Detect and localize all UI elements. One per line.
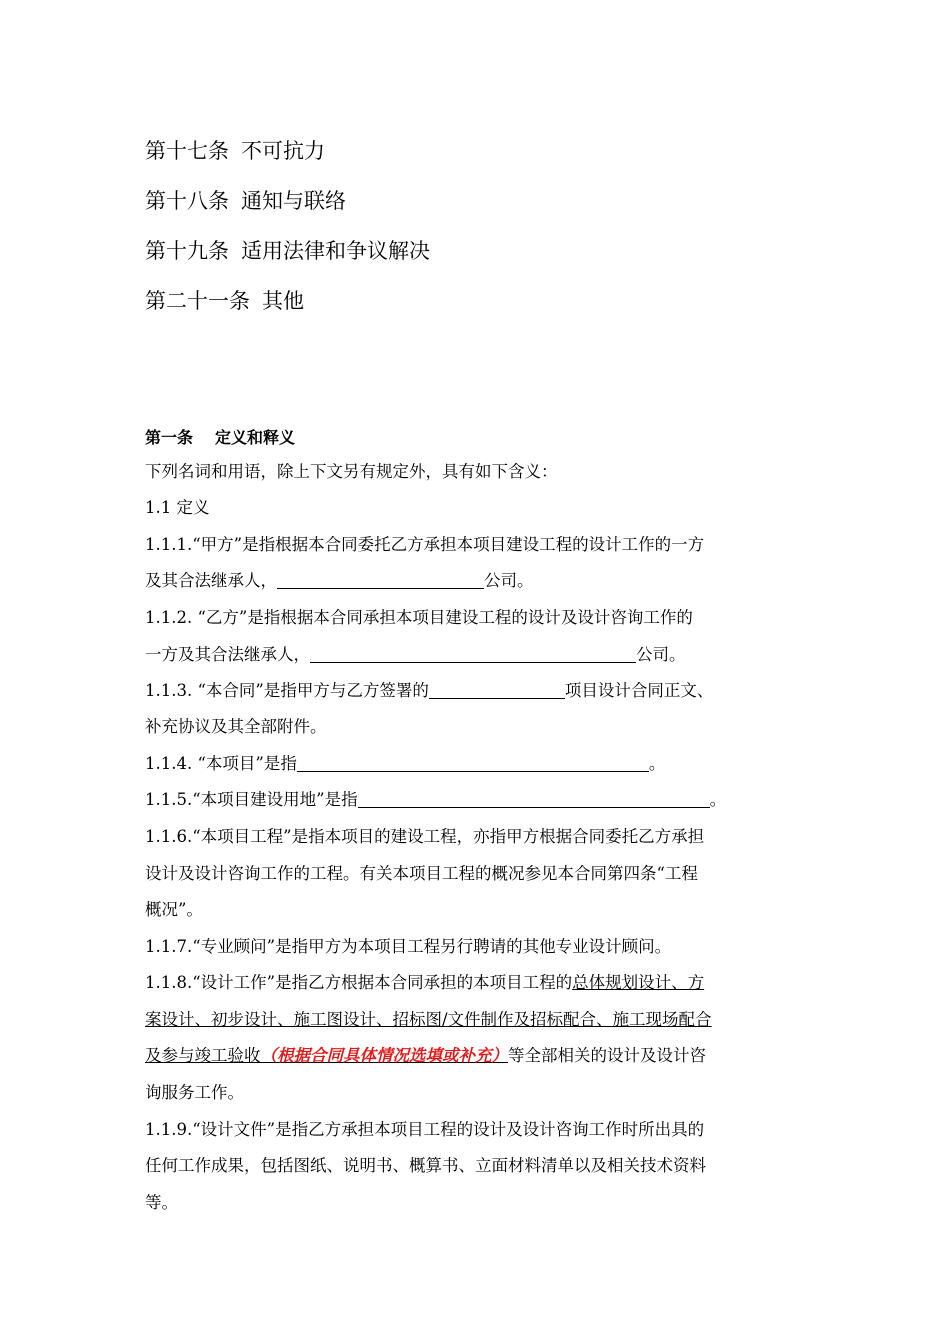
toc-number: 第十九条 <box>145 239 229 263</box>
definition-line <box>145 637 810 673</box>
definition-line <box>145 563 810 599</box>
definition-text: 公司。 <box>636 645 686 664</box>
article-heading <box>145 424 295 452</box>
definition-text: 公司。 <box>484 571 534 590</box>
article-number: 第一条 <box>145 428 194 447</box>
definition-line <box>145 746 810 782</box>
definition-text: 。 <box>648 754 666 773</box>
toc-title: 不可抗力 <box>241 139 325 163</box>
fill-blank <box>310 640 636 663</box>
definition-line: 询服务工作。 <box>145 1083 244 1102</box>
underlined-text: 总体规划设计、方 <box>572 973 705 992</box>
fill-blank <box>297 749 649 772</box>
definition-line: 设计及设计咨询工作的工程。有关本项目工程的概况参见本合同第四条“工程 <box>145 864 698 883</box>
definition-text: 项目设计合同正文、 <box>564 681 714 700</box>
definition-line <box>145 965 810 1001</box>
toc-item <box>145 236 430 266</box>
intro-line: 下列名词和用语，除上下文另有规定外，具有如下含义： <box>145 462 558 481</box>
fill-blank <box>358 785 710 808</box>
definition-line: 1.1.9.“设计文件”是指乙方承担本项目工程的设计及设计咨询工作时所出具的 <box>145 1120 705 1139</box>
definition-text: 一方及其合法继承人， <box>145 645 310 664</box>
definition-line <box>145 673 810 709</box>
definition-text: 1.1.3. “本合同”是指甲方与乙方签署的 <box>145 681 429 700</box>
toc-number: 第十七条 <box>145 139 229 163</box>
definition-line: 补充协议及其全部附件。 <box>145 717 327 736</box>
definition-text: 1.1.4. “本项目”是指 <box>145 754 297 773</box>
definition-text: 等全部相关的设计及设计咨 <box>508 1046 706 1065</box>
definition-text: 及其合法继承人， <box>145 571 277 590</box>
toc-number: 第十八条 <box>145 189 229 213</box>
definition-line: 任何工作成果，包括图纸、说明书、概算书、立面材料清单以及相关技术资料 <box>145 1156 706 1175</box>
underlined-text: 案设计、初步设计、施工图设计、招标图/文件制作及招标配合、施工现场配合 <box>145 1010 712 1029</box>
section-heading: 1.1 定义 <box>145 498 210 517</box>
toc-item <box>145 186 346 216</box>
toc-number: 第二十一条 <box>145 289 250 313</box>
definition-line: 1.1.2. “乙方”是指根据本合同承担本项目建设工程的设计及设计咨询工作的 <box>145 608 693 627</box>
definition-text: 1.1.8.“设计工作”是指乙方根据本合同承担的本项目工程的 <box>145 973 573 992</box>
definition-line: 概况”。 <box>145 900 203 919</box>
fill-instruction-note: （根据合同具体情况选填或补充） <box>260 1046 508 1065</box>
article-title: 定义和释义 <box>215 428 296 447</box>
definition-text: 。 <box>709 790 727 809</box>
underlined-text: 及参与竣工验收 <box>145 1046 261 1065</box>
definition-line: 1.1.6.“本项目工程”是指本项目的建设工程，亦指甲方根据合同委托乙方承担 <box>145 827 705 846</box>
definition-line: 等。 <box>145 1193 178 1212</box>
toc-title: 适用法律和争议解决 <box>241 239 430 263</box>
toc-title: 其他 <box>262 289 304 313</box>
toc-title: 通知与联络 <box>241 189 346 213</box>
toc-item <box>145 286 304 316</box>
definition-line: 1.1.7.“专业顾问”是指甲方为本项目工程另行聘请的其他专业设计顾问。 <box>145 937 672 956</box>
fill-blank <box>429 676 565 699</box>
definition-line <box>145 1038 810 1074</box>
definition-line: 1.1.1.“甲方”是指根据本合同委托乙方承担本项目建设工程的设计工作的一方 <box>145 535 705 554</box>
definition-text: 1.1.5.“本项目建设用地”是指 <box>145 790 358 809</box>
toc-item <box>145 136 325 166</box>
definition-line <box>145 1002 810 1038</box>
definition-line <box>145 782 810 818</box>
fill-blank <box>277 566 484 589</box>
